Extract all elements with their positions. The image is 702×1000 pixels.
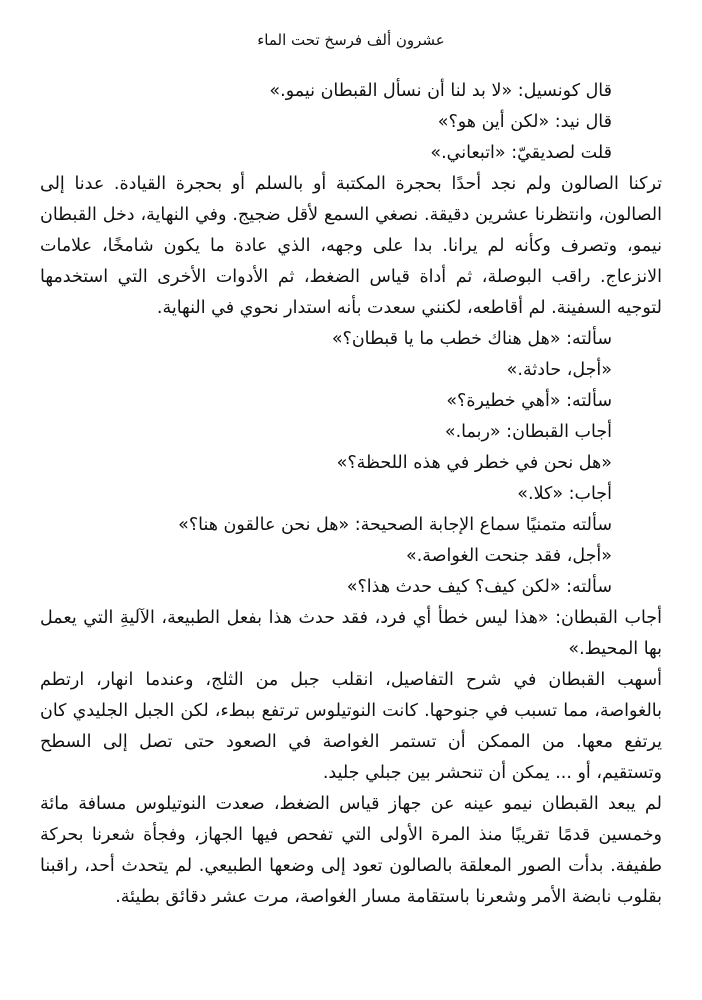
paragraph: سألته: «هل هناك خطب ما يا قبطان؟» — [331, 329, 612, 349]
paragraph: قال كونسيل: «لا بد لنا أن نسأل القبطان نيمو.» — [269, 81, 612, 101]
paragraph: لم يبعد القبطان نيمو عينه عن جهاز قياس الضغط، صعدت النوتيلوس مسافة مائة وخمسين قدمًا تقريبًا منذ المرة الأولى التي تفحص فيها الجهاز، وفجأة شعرنا بحركة طفيفة. بدأت الصور المعلقة بالصالون تعود إلى وضعها الطبيعي. لم يتحدث أحد، راقبنا بقلوب نابضة الأمر وشعرنا باستقامة مسار الغواصة، مرت عشر دقائق بطيئة. — [40, 794, 662, 907]
paragraph: قلت لصديقيّ: «اتبعاني.» — [430, 143, 612, 163]
paragraph: «هل نحن في خطر في هذه اللحظة؟» — [336, 453, 612, 473]
paragraph: سألته: «لكن كيف؟ كيف حدث هذا؟» — [346, 577, 612, 597]
paragraph: قال نيد: «لكن أين هو؟» — [437, 112, 612, 132]
paragraph: أجاب: «كلا.» — [517, 484, 612, 504]
paragraph: تركنا الصالون ولم نجد أحدًا بحجرة المكتبة أو بالسلم أو بحجرة القيادة. عدنا إلى الصالون، وانتظرنا عشرين دقيقة. نصغي السمع لأقل ضجيج. وفي النهاية، دخل القبطان نيمو، وتصرف وكأنه لم يرانا. بدا على وجهه، الذي عادة ما يكون شامخًا، علامات الانزعاج. راقب البوصلة، ثم أداة قياس الضغط، ثم الأدوات الأخرى التي استخدمها لتوجيه السفينة. لم أقاطعه، لكنني سعدت بأنه استدار نحوي في النهاية. — [40, 174, 662, 318]
paragraph: «أجل، حادثة.» — [506, 360, 612, 380]
paragraph: أجاب القبطان: «ربما.» — [444, 422, 612, 442]
body-text — [40, 76, 662, 913]
paragraph: سألته متمنيًا سماع الإجابة الصحيحة: «هل نحن عالقون هنا؟» — [178, 515, 612, 535]
paragraph: سألته: «أهي خطيرة؟» — [446, 391, 612, 411]
running-header: عشرون ألف فرسخ تحت الماء — [257, 31, 445, 49]
paragraph: أجاب القبطان: «هذا ليس خطأ أي فرد، فقد حدث هذا بفعل الطبيعة، الآليةِ التي يعمل بها المحيط.» — [40, 608, 662, 659]
paragraph: أسهب القبطان في شرح التفاصيل، انقلب جبل من الثلج، وعندما انهار، ارتطم بالغواصة، مما تسبب في جنوحها. كانت النوتيلوس ترتفع ببطء، لكن الجبل الجليدي كان يرتفع معها. من الممكن أن تستمر الغواصة في الصعود حتى تصل إلى السطح وتستقيم، أو ... يمكن أن تنحشر بين جبلي جليد. — [40, 670, 662, 783]
paragraph: «أجل، فقد جنحت الغواصة.» — [405, 546, 612, 566]
